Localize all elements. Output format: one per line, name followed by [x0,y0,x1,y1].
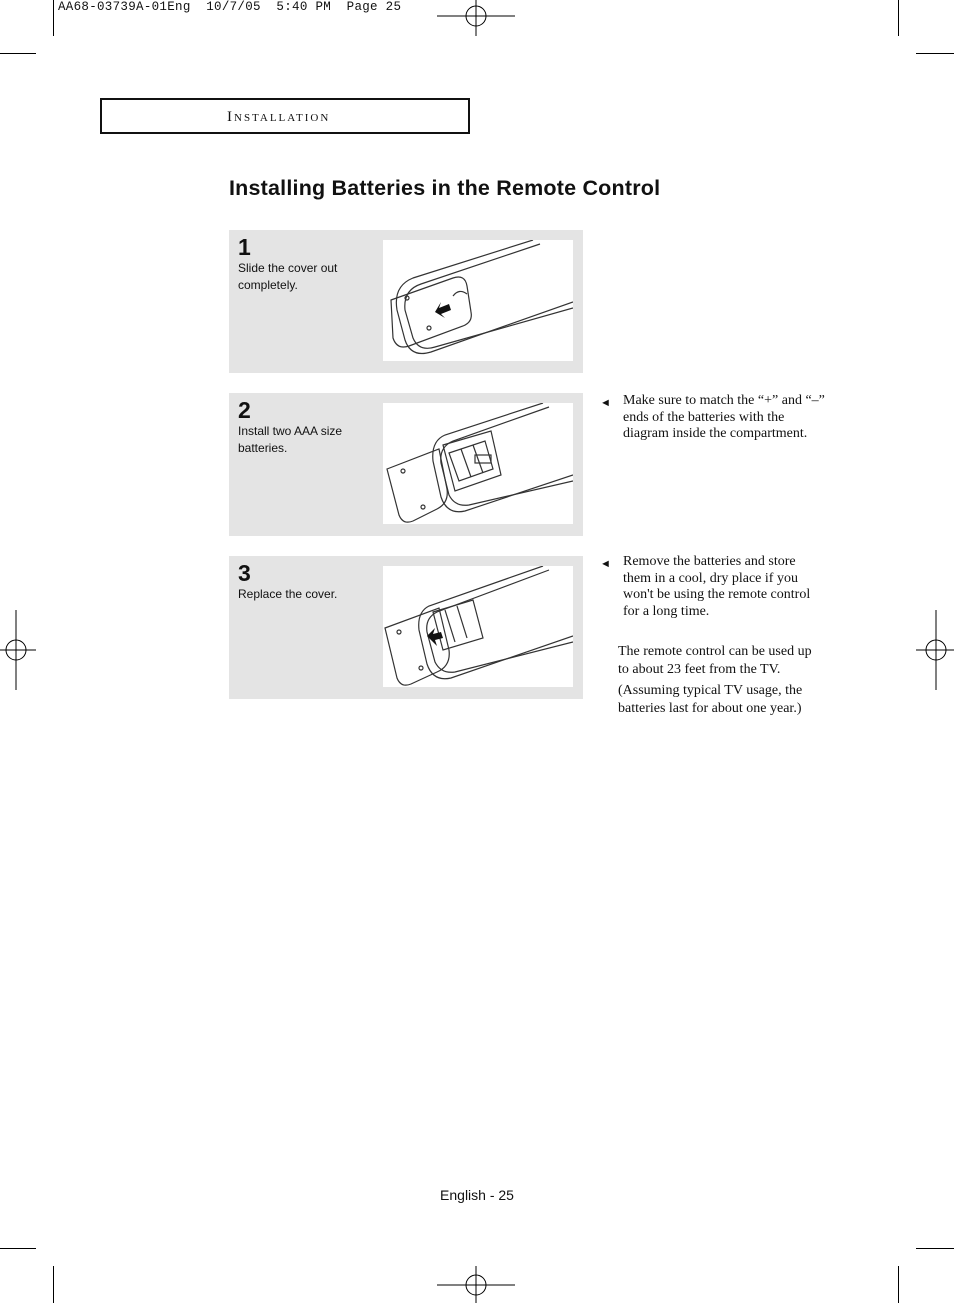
note-1-text: Make sure to match the “+” and “–” ends of the batteries with the diagram inside the compartment. [623,393,825,441]
section-label: Installation [227,109,331,125]
step-1-panel [229,230,583,373]
note-2-marker: ◄ [600,558,611,570]
remote-cover-open-arrow-icon [383,240,573,361]
step-3-panel [229,556,583,699]
note-1-marker: ◄ [600,397,611,409]
battery-life-note: (Assuming typical TV usage, the batteries last for about one year.) [618,683,803,716]
remote-cover-close-arrow-icon [383,566,573,687]
step-text: Slide the cover out completely. [238,261,338,292]
page-footer: English - 25 [440,1187,514,1203]
section-header [100,98,470,134]
range-note: The remote control can be used up to about 23 feet from the TV. [618,644,812,677]
step-number: 3 [238,560,251,586]
page-title: Installing Batteries in the Remote Control [229,176,661,200]
step-number: 1 [238,234,251,260]
step-2-panel [229,393,583,536]
step-text: Replace the cover. [238,587,338,601]
step-text: Install two AAA size batteries. [238,424,343,455]
step-number: 2 [238,397,251,423]
remote-batteries-inserted-icon [383,403,573,524]
note-2-text: Remove the batteries and store them in a cool, dry place if you won't be using the remote control for a long time. [623,554,811,619]
print-slug-line: AA68-03739A-01Eng 10/7/05 5:40 PM Page 25 [58,0,402,14]
